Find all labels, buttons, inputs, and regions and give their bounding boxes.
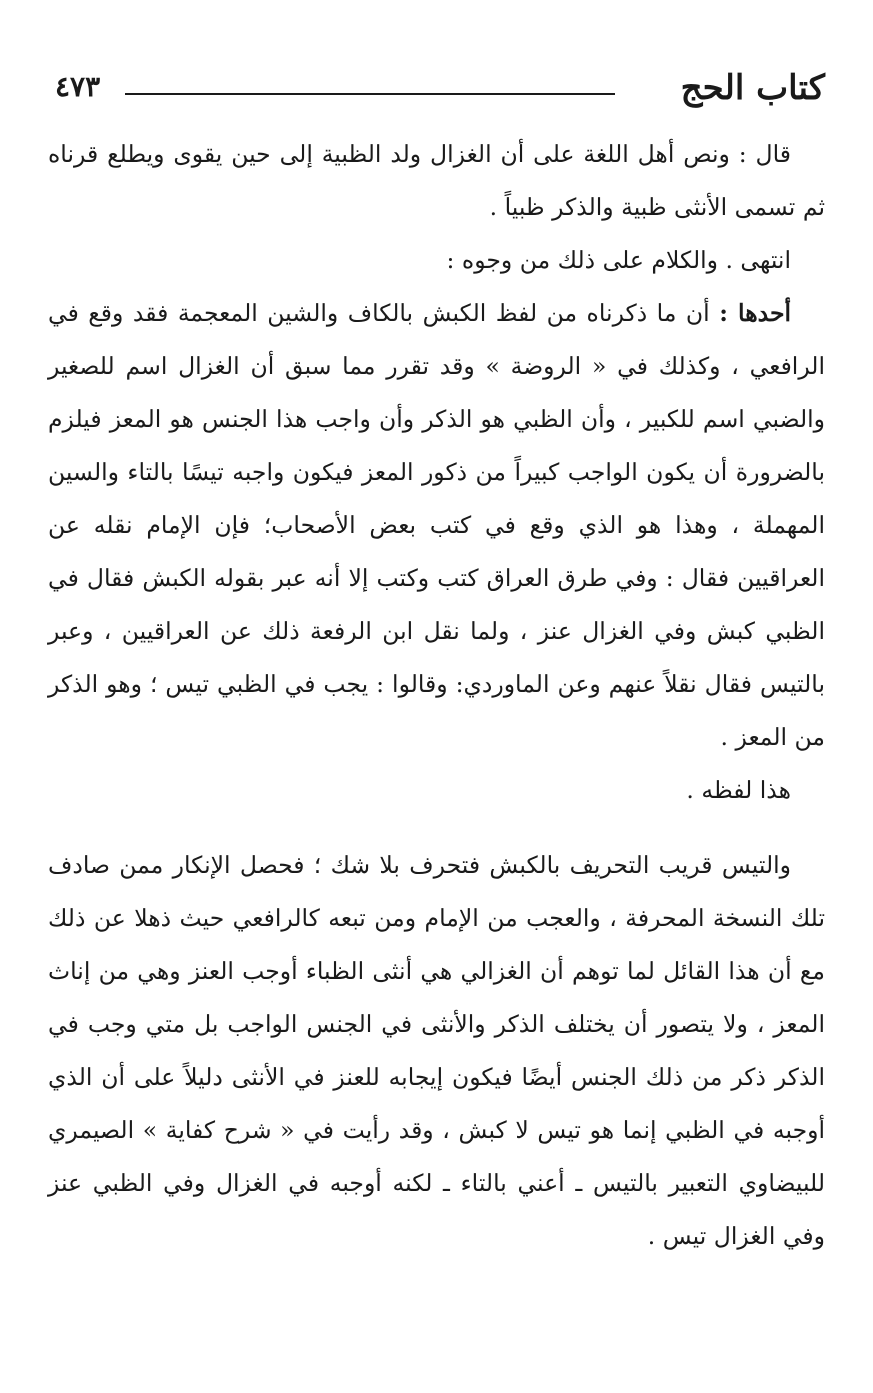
page-number: ٤٧٣ [55,70,101,103]
paragraph-text: والتيس قريب التحريف بالكبش فتحرف بلا شك ؛ فحصل الإنكار ممن صادف تلك النسخة المحرفة ، والعجب من الإمام ومن تبعه كالرافعي حيث ذهلا عن ذلك مع أن هذا القائل لما توهم أن الغزالي هي أنثى الظباء أوجب العنز وهي من إناث المعز ، ولا يتصور أن يختلف الذكر والأنثى في الجنس الواجب بل متي وجب في الذكر ذكر من ذلك الجنس أيضًا فيكون إيجابه للعنز في الأنثى دليلاً على أن الذي أوجبه في الظبي إنما هو تيس لا كبش ، وقد رأيت في « شرح كفاية » الصيمري للبيضاوي التعبير بالتيس ـ أعني بالتاء ـ لكنه أوجبه في الغزال وفي الظبي عنز وفي الغزال تيس . [48,851,825,1250]
paragraph-lead: أحدها : [719,299,791,327]
running-header [55,60,825,120]
paragraph [48,839,825,1263]
header-rule [125,93,615,95]
paragraph [48,764,825,817]
paragraph-text: قال : ونص أهل اللغة على أن الغزال ولد الظبية إلى حين يقوى ويطلع قرناه ثم تسمى الأنثى ظبية والذكر ظبياً . [48,140,825,221]
paragraph [48,234,825,287]
paragraph-text: أن ما ذكرناه من لفظ الكبش بالكاف والشين المعجمة فقد وقع في الرافعي ، وكذلك في « الروضة » وقد تقرر مما سبق أن الغزال اسم للصغير والضبي اسم للكبير ، وأن الظبي هو الذكر وأن واجب هذا الجنس هو المعز فيلزم بالضرورة أن يكون الواجب كبيراً من ذكور المعز فيكون واجبه تيسًا بالتاء والسين المهملة ، وهذا هو الذي وقع في كتب بعض الأصحاب؛ فإن الإمام نقله عن العراقيين فقال : وفي طرق العراق كتب وكتب إلا أنه عبر بقوله الكبش فقال في الظبي كبش وفي الغزال عنز ، ولما نقل ابن الرفعة ذلك عن العراقيين ، وعبر بالتيس فقال نقلاً عنهم وعن الماوردي: وقالوا : يجب في الظبي تيس ؛ وهو الذكر من المعز . [48,299,825,751]
paragraph [48,287,825,764]
paragraph [48,128,825,234]
paragraph-text: هذا لفظه . [686,776,791,804]
header-title: كتاب الحج [680,68,825,108]
body-text [48,128,825,1263]
paragraph-text: انتهى . والكلام على ذلك من وجوه : [446,246,791,274]
